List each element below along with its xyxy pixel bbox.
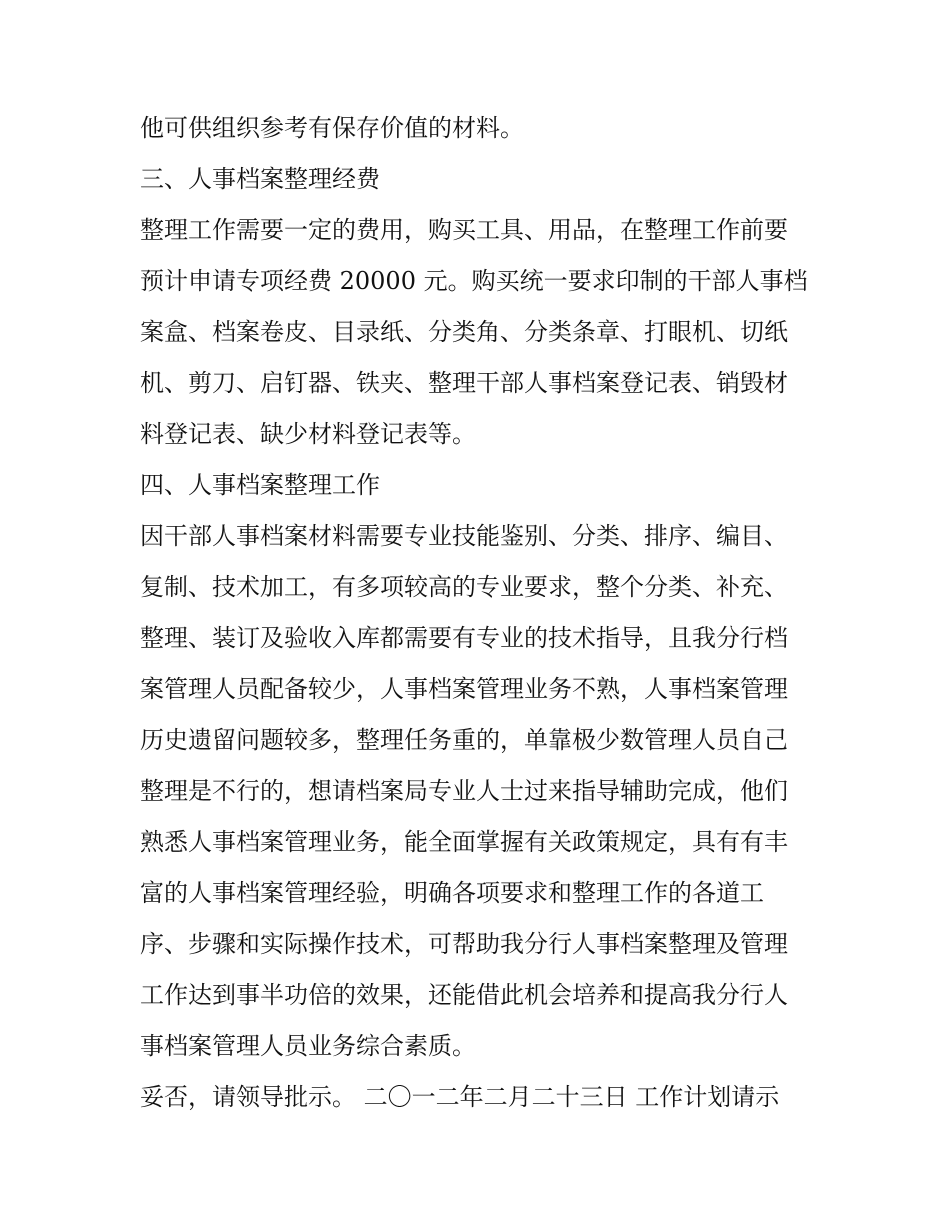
closing-line: 妥否，请领导批示。 二〇一二年二月二十三日 工作计划请示 [140, 1083, 780, 1111]
text-line-10: 复制、技术加工，有多项较高的专业要求，整个分类、补充、 [140, 573, 788, 601]
text-line-14: 整理是不行的，想请档案局专业人士过来指导辅助完成，他们 [140, 777, 788, 805]
text-line-9: 因干部人事档案材料需要专业技能鉴别、分类、排序、编目、 [140, 522, 788, 550]
section-heading-4: 四、人事档案整理工作 [140, 471, 380, 499]
text-line-11: 整理、装订及验收入库都需要有专业的技术指导，且我分行档 [140, 624, 788, 652]
text-line-5: 案盒、档案卷皮、目录纸、分类角、分类条章、打眼机、切纸 [140, 318, 788, 346]
text-line-3: 整理工作需要一定的费用，购买工具、用品，在整理工作前要 [140, 216, 788, 244]
text-line-16: 富的人事档案管理经验，明确各项要求和整理工作的各道工 [140, 879, 764, 907]
text-line-6: 机、剪刀、启钉器、铁夹、整理干部人事档案登记表、销毁材 [140, 369, 788, 397]
text-line-13: 历史遗留问题较多，整理任务重的，单靠极少数管理人员自己 [140, 726, 788, 754]
text-line-1: 他可供组织参考有保存价值的材料。 [140, 114, 524, 142]
text-line-7: 料登记表、缺少材料登记表等。 [140, 420, 476, 448]
text-line-17: 序、步骤和实际操作技术，可帮助我分行人事档案整理及管理 [140, 930, 788, 958]
section-heading-3: 三、人事档案整理经费 [140, 165, 380, 193]
text-line-12: 案管理人员配备较少，人事档案管理业务不熟，人事档案管理 [140, 675, 788, 703]
text-line-15: 熟悉人事档案管理业务，能全面掌握有关政策规定，具有有丰 [140, 828, 788, 856]
text-line-18: 工作达到事半功倍的效果，还能借此机会培养和提高我分行人 [140, 981, 788, 1009]
text-line-4: 预计申请专项经费 20000 元。购买统一要求印制的干部人事档 [140, 267, 808, 295]
text-line-19: 事档案管理人员业务综合素质。 [140, 1032, 476, 1060]
